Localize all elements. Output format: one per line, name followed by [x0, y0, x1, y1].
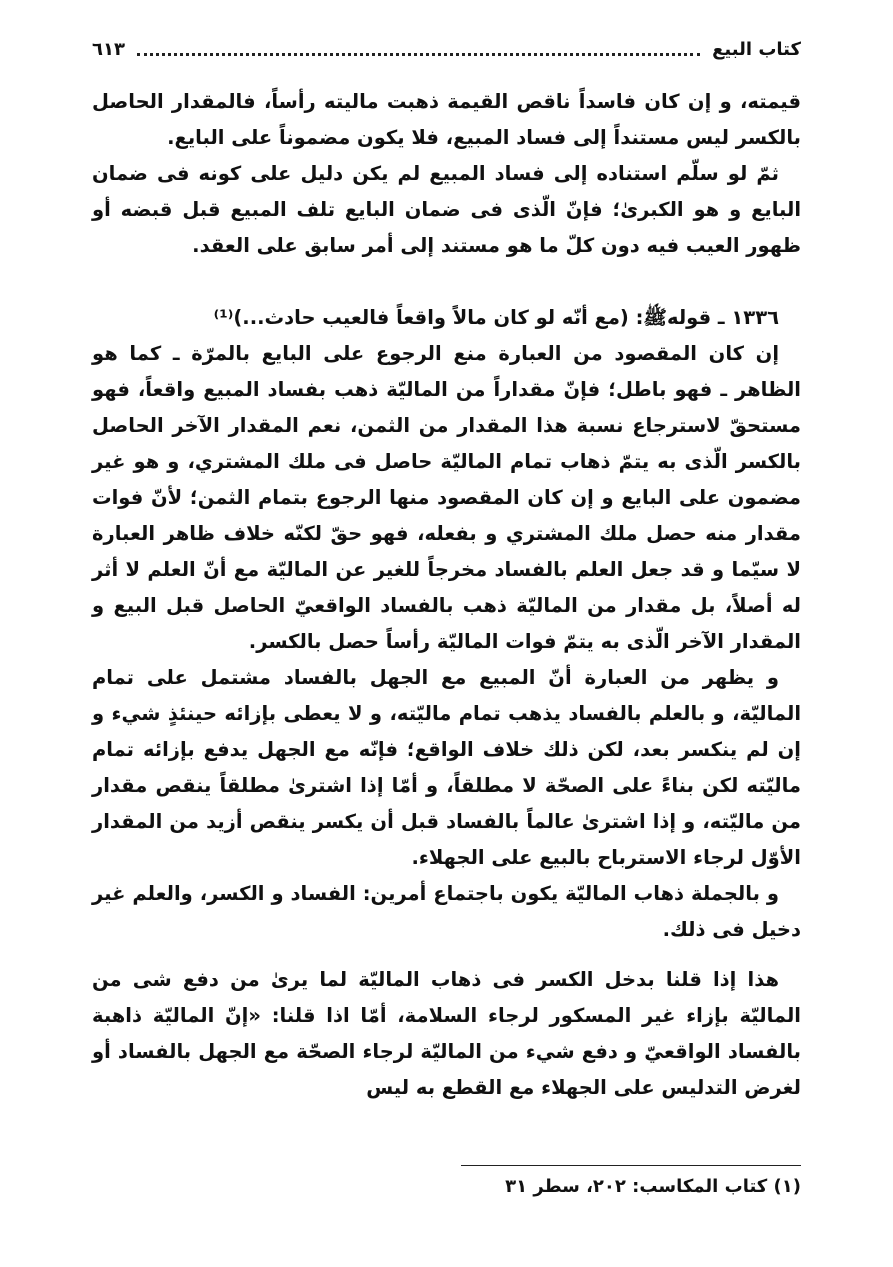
page-header [92, 34, 801, 64]
paragraph: إن كان المقصود من العبارة منع الرجوع على البايع بالمرّة ـ كما هو الظاهر ـ فهو باطل؛ فإنّ مقداراً من الماليّة ذهب بفساد المبيع واقعاً، فهو مستحقّ لاسترجاع نسبة هذا المقدار من الثمن، نعم المقدار الآخر الحاصل بالكسر الّذى به يتمّ ذهاب تمام الماليّة حاصل فى ملك المشتري، و هو غير مضمون على البايع و إن كان المقصود منها الرجوع بتمام الثمن؛ لأنّ فوات مقدار منه حصل ملك المشتري و بفعله، فهو حقّ لكنّه خلاف ظاهر العبارة لا سيّما و قد جعل العلم بالفساد مخرجاً للغير عن الماليّة مع أنّ العلم لا أثر له أصلاً، بل مقدار من الماليّة ذهب بالفساد الواقعيّ الحاصل قبل البيع و المقدار الآخر الّذى به يتمّ فوات الماليّة رأساً حصل بالكسر. [92, 342, 801, 653]
page-number: ٦١٣ [92, 38, 125, 60]
paragraph: قيمته، و إن كان فاسداً ناقص القيمة ذهبت ماليته رأساً، فالمقدار الحاصل بالكسر ليس مستنداً إلى فساد المبيع، فلا يكون مضموناً على البايع. [92, 90, 801, 149]
page-body [92, 84, 801, 1106]
paragraph: ثمّ لو سلّم استناده إلى فساد المبيع لم يكن دليل على كونه فى ضمان البايع و هو الكبرىٰ؛ فإنّ الّذى فى ضمان البايع تلف المبيع قبل قبضه أو ظهور العيب فيه دون كلّ ما هو مستند إلى أمر سابق على العقد. [92, 162, 801, 257]
footnote: (١) كتاب المكاسب: ٢٠٢، سطر ٣١ [505, 1176, 801, 1197]
paragraph: و بالجملة ذهاب الماليّة يكون باجتماع أمرين: الفساد و الكسر، والعلم غير دخيل فى ذلك. [92, 882, 801, 941]
running-title: كتاب البيع [712, 38, 801, 60]
paragraph: و يظهر من العبارة أنّ المبيع مع الجهل بالفساد مشتمل على تمام الماليّة، و بالعلم بالفساد يذهب تمام ماليّته، و لا يعطى بإزائه حينئذٍ شيء و إن لم ينكسر بعد، لكن ذلك خلاف الواقع؛ فإنّه مع الجهل يدفع بإزائه تمام ماليّته لكن بناءً على الصحّة لا مطلقاً، و أمّا إذا اشترىٰ مطلقاً ينقص مقدار من ماليّته، و إذا اشترىٰ عالماً بالفساد قبل أن يكسر ينقص أزيد من المقدار الأوّل لرجاء الاسترباح بالبيع على الجهلاء. [92, 666, 801, 869]
dotted-leader [137, 43, 700, 56]
footnote-divider [461, 1165, 801, 1166]
paragraph: هذا إذا قلنا بدخل الكسر فى ذهاب الماليّة لما يرىٰ من دفع شى من الماليّة بإزاء غير المسكور لرجاء السلامة، أمّا اذا قلنا: «إنّ الماليّة ذاهبة بالفساد الواقعيّ و دفع شيء من الماليّة لرجاء الصحّة مع الجهل بالفساد أو لغرض التدليس على الجهلاء مع القطع به ليس [92, 968, 801, 1099]
section-heading: ١٣٣٦ ـ قوله‌ﷺ: (مع أنّه لو كان مالاً واقعاً فالعيب حادث...)⁽¹⁾ [213, 306, 779, 329]
